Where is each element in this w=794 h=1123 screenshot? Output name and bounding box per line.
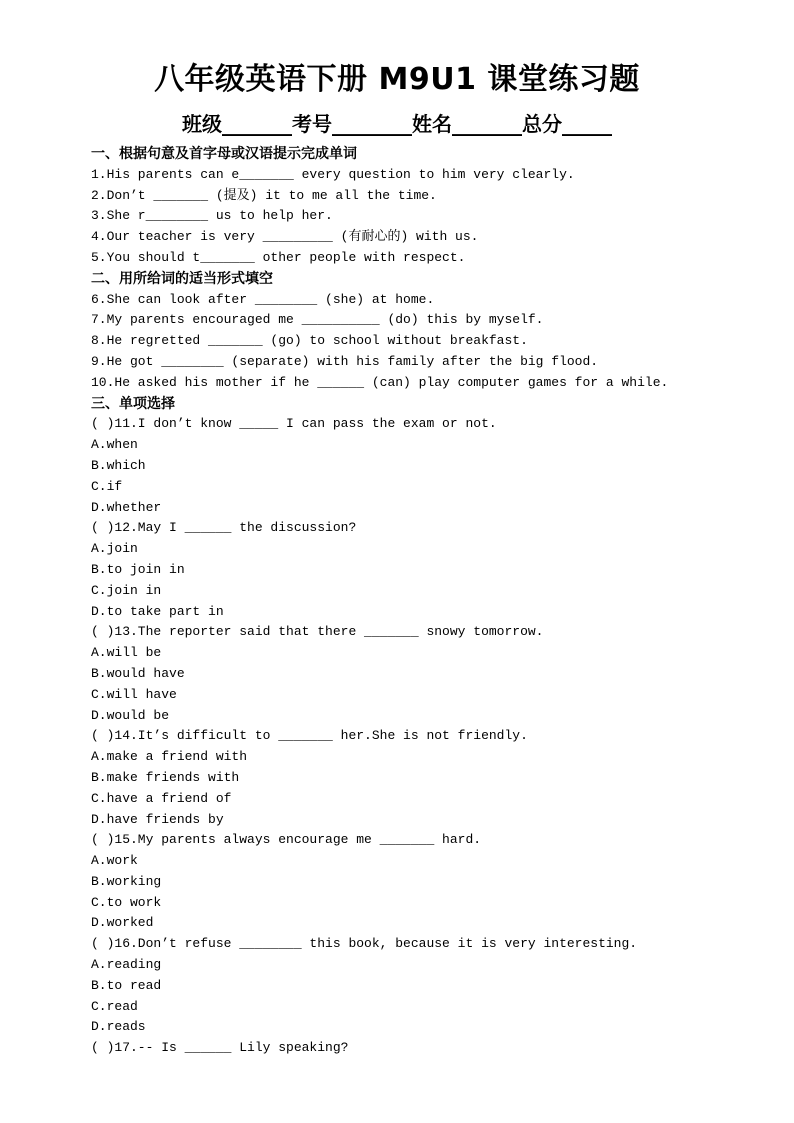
answer-option: A.reading <box>91 957 162 973</box>
question-stem: ( )15.My parents always encourage me _______ hard. <box>91 832 482 848</box>
section-heading: 一、根据句意及首字母或汉语提示完成单词 <box>91 146 357 162</box>
answer-option: D.have friends by <box>91 811 224 827</box>
answer-option: C.if <box>91 478 123 494</box>
exercise-item: 8.He regretted _______ (go) to school without breakfast. <box>91 333 528 349</box>
answer-option: A.work <box>91 853 138 869</box>
answer-option: D.to take part in <box>91 603 224 619</box>
answer-option: B.make friends with <box>91 769 240 785</box>
exercise-item: 5.You should t_______ other people with respect. <box>91 249 466 265</box>
question-stem: ( )16.Don’t refuse ________ this book, because it is very interesting. <box>91 936 638 952</box>
question-stem: ( )17.-- Is ______ Lily speaking? <box>91 1040 349 1056</box>
answer-option: A.make a friend with <box>91 749 248 765</box>
answer-option: A.will be <box>91 645 162 661</box>
answer-option: D.worked <box>91 915 154 931</box>
section-heading: 三、单项选择 <box>91 395 175 412</box>
question-stem: ( )11.I don’t know _____ I can pass the exam or not. <box>91 416 497 432</box>
exercise-item: 1.His parents can e_______ every question to him very clearly. <box>91 166 575 182</box>
answer-option: A.when <box>91 437 138 453</box>
exercise-item: 3.She r________ us to help her. <box>91 208 333 224</box>
worksheet-body <box>91 144 781 1059</box>
exercise-item: 7.My parents encouraged me __________ (do) this by myself. <box>91 312 544 328</box>
answer-option: D.would be <box>91 707 170 723</box>
student-info-line: 班级_______考号________姓名_______总分_____ <box>182 112 612 136</box>
question-stem: ( )14.It’s difficult to _______ her.She is not friendly. <box>91 728 528 744</box>
exercise-item: 4.Our teacher is very _________ (有耐心的) with us. <box>91 229 479 245</box>
answer-option: B.working <box>91 873 162 889</box>
answer-option: B.to join in <box>91 561 185 577</box>
page-title: 八年级英语下册 M9U1 课堂练习题 <box>154 62 640 97</box>
question-stem: ( )13.The reporter said that there _______ snowy tomorrow. <box>91 624 544 640</box>
answer-option: C.to work <box>91 894 162 910</box>
answer-option: A.join <box>91 541 138 557</box>
answer-option: C.have a friend of <box>91 790 232 806</box>
answer-option: C.will have <box>91 686 177 702</box>
exercise-item: 10.He asked his mother if he ______ (can) play computer games for a while. <box>91 374 669 390</box>
answer-option: D.whether <box>91 499 162 515</box>
exercise-item: 9.He got ________ (separate) with his family after the big flood. <box>91 353 599 369</box>
answer-option: B.which <box>91 457 146 473</box>
exercise-item: 6.She can look after ________ (she) at home. <box>91 291 435 307</box>
question-stem: ( )12.May I ______ the discussion? <box>91 520 357 536</box>
answer-option: C.join in <box>91 582 162 598</box>
answer-option: D.reads <box>91 1019 146 1035</box>
section-heading: 二、用所给词的适当形式填空 <box>91 270 273 287</box>
exercise-item: 2.Don’t _______ (提及) it to me all the time. <box>91 187 437 203</box>
answer-option: B.to read <box>91 977 162 993</box>
answer-option: B.would have <box>91 665 185 681</box>
answer-option: C.read <box>91 998 138 1014</box>
